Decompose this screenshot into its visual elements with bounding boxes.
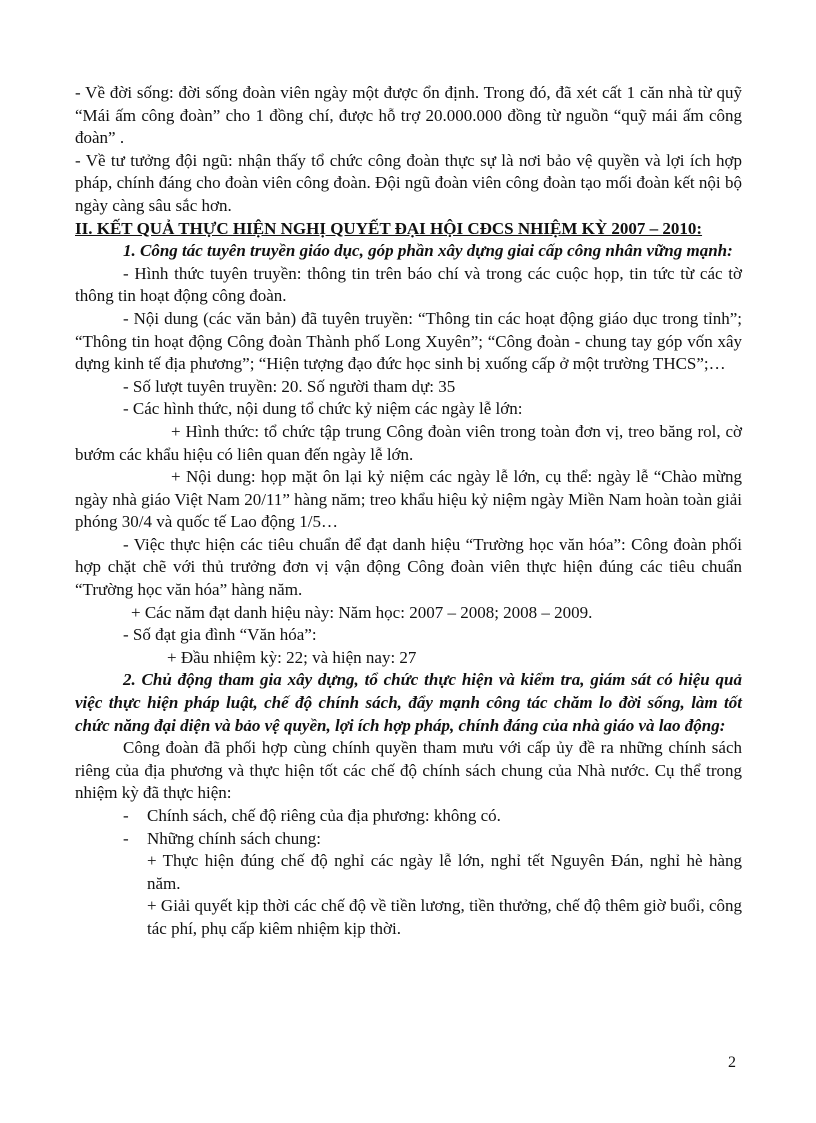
paragraph-noi-dung-hop-mat: + Nội dung: họp mặt ôn lại kỷ niệm các ngày lễ lớn, cụ thể: ngày lễ “Chào mừng ngày nhà giáo Việt Nam 20/11” hàng năm; treo khẩu hiệu kỷ niệm ngày Miền Nam hoàn toàn giải phóng 30/4 và quốc tế Lao động 1/5… [75,467,742,532]
list-item-text: Chính sách, chế độ riêng của địa phương: không có. [147,806,501,825]
list-bullet: - [123,806,129,825]
list-item-chinh-sach-chung [75,828,742,851]
page-number: 2 [728,1054,736,1071]
subsection-heading-2: 2. Chủ động tham gia xây dựng, tổ chức thực hiện và kiểm tra, giám sát có hiệu quả việc thực hiện pháp luật, chế độ chính sách, đẩy mạnh công tác chăm lo đời sống, làm tốt chức năng đại diện và bảo vệ quyền, lợi ích hợp pháp, chính đáng của nhà giáo và lao động: [75,670,742,735]
page-content [75,82,742,941]
paragraph-cong-doan-phoi-hop: Công đoàn đã phối hợp cùng chính quyền tham mưu với cấp ủy đề ra những chính sách riêng của địa phương và thực hiện tốt các chế độ chính sách chung của Nhà nước. Cụ thể trong nhiệm kỳ đã thực hiện: [75,738,742,803]
list-item-chinh-sach-rieng [75,805,742,828]
list-item-text: Những chính sách chung: [147,828,321,848]
paragraph-tien-luong: + Giải quyết kịp thời các chế độ về tiền lương, tiền thưởng, chế độ thêm giờ buổi, công tác phí, phụ cấp kiêm nhiệm kịp thời. [147,896,742,938]
paragraph-gia-dinh-van-hoa: - Số đạt gia đình “Văn hóa”: [123,625,317,645]
paragraph-so-luot: - Số lượt tuyên truyền: 20. Số người tham dự: 35 [123,376,456,396]
section-heading-ii: II. KẾT QUẢ THỰC HIỆN NGHỊ QUYẾT ĐẠI HỘI CĐCS NHIỆM KỲ 2007 – 2010: [75,218,703,238]
paragraph-noi-dung: - Nội dung (các văn bản) đã tuyên truyền: “Thông tin các hoạt động giáo dục trong tỉnh”; “Thông tin hoạt động Công đoàn Thành phố Long Xuyên”; “Công đoàn - chung tay góp vốn xây dựng kinh tế địa phương”; “Hiện tượng đạo đức học sinh bị xuống cấp ở một trường THCS”;… [75,308,742,374]
paragraph-doi-song: - Về đời sống: đời sống đoàn viên ngày một được ổn định. Trong đó, đã xét cất 1 căn nhà từ quỹ “Mái ấm công đoàn” cho 1 đồng chí, được hỗ trợ 20.000.000 đồng từ nguồn “quỹ mái ấm công đoàn” . [75,83,742,148]
paragraph-che-do-nghi: + Thực hiện đúng chế độ nghỉ các ngày lễ lớn, nghỉ tết Nguyên Đán, nghỉ hè hàng năm. [147,851,742,893]
paragraph-tu-tuong: - Về tư tưởng đội ngũ: nhận thấy tổ chức công đoàn thực sự là nơi bảo vệ quyền và lợi ích hợp pháp, chính đáng cho đoàn viên công đoàn. Đội ngũ đoàn viên công đoàn tạo mối đoàn kết nội bộ ngày càng sâu sắc hơn. [75,150,742,215]
paragraph-hinh-thuc-to-chuc: + Hình thức: tổ chức tập trung Công đoàn viên trong toàn đơn vị, treo băng rol, cờ bướm các khẩu hiệu có liên quan đến ngày lễ lớn. [75,421,742,464]
paragraph-hinh-thuc: - Hình thức tuyên truyền: thông tin trên báo chí và trong các cuộc họp, tin tức từ các tờ thông tin hoạt động công đoàn. [75,263,742,306]
subsection-heading-1: 1. Công tác tuyên truyền giáo dục, góp phần xây dựng giai cấp công nhân vững mạnh: [123,241,733,261]
paragraph-cac-hinh-thuc: - Các hình thức, nội dung tổ chức kỷ niệm các ngày lễ lớn: [123,399,523,419]
paragraph-dau-nhiem-ky: + Đầu nhiệm kỳ: 22; và hiện nay: 27 [167,647,417,667]
paragraph-cac-nam-dat: + Các năm đạt danh hiệu này: Năm học: 2007 – 2008; 2008 – 2009. [131,602,593,622]
paragraph-truong-hoc-van-hoa: - Việc thực hiện các tiêu chuẩn để đạt danh hiệu “Trường học văn hóa”: Công đoàn phối hợp chặt chẽ với thủ trưởng đơn vị vận động Công đoàn viên thực hiện đúng các tiêu chuẩn “Trường học văn hóa” hàng năm. [75,534,742,600]
list-bullet: - [123,828,129,848]
